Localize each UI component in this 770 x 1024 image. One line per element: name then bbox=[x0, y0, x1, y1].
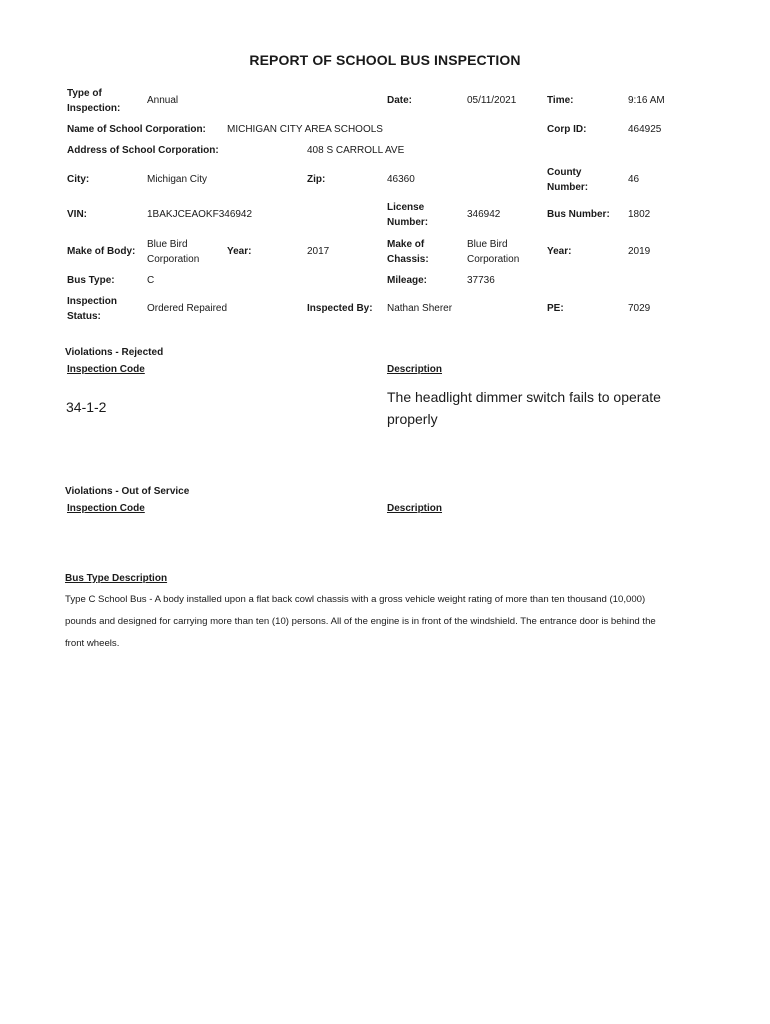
violations-rejected-heading: Violations - Rejected bbox=[65, 347, 164, 358]
label-line: Number: bbox=[547, 182, 589, 193]
label-line: Status: bbox=[67, 311, 101, 322]
description-line: front wheels. bbox=[65, 638, 120, 649]
make-of-body-label: Make of Body: bbox=[67, 246, 136, 257]
violation-code: 34-1-2 bbox=[66, 399, 107, 415]
inspected-by-value: Nathan Sherer bbox=[387, 303, 453, 314]
inspection-status-label bbox=[67, 294, 117, 324]
value-line: Corporation bbox=[147, 254, 200, 265]
value-line: Blue Bird bbox=[467, 239, 508, 250]
label-line: Type of bbox=[67, 88, 102, 99]
bus-type-description-text bbox=[65, 589, 715, 655]
make-of-chassis-value bbox=[467, 237, 519, 267]
rejected-desc-header: Description bbox=[387, 364, 443, 375]
mileage-label: Mileage: bbox=[387, 275, 428, 286]
rejected-code-header: Inspection Code bbox=[67, 364, 145, 375]
bus-type-value: C bbox=[147, 275, 155, 286]
type-of-inspection-label bbox=[67, 86, 120, 116]
vin-label: VIN: bbox=[67, 209, 87, 220]
bus-type-description-heading: Bus Type Description bbox=[65, 573, 168, 584]
label-line: License bbox=[387, 202, 425, 213]
body-year-label: Year: bbox=[227, 246, 252, 257]
pe-label: PE: bbox=[547, 303, 564, 314]
chassis-year-label: Year: bbox=[547, 246, 572, 257]
bus-number-value: 1802 bbox=[628, 209, 651, 220]
label-line: Number: bbox=[387, 217, 429, 228]
address-label: Address of School Corporation: bbox=[67, 145, 219, 156]
corp-id-value: 464925 bbox=[628, 124, 662, 135]
date-label: Date: bbox=[387, 95, 413, 106]
description-line: Type C School Bus - A body installed upon a flat back cowl chassis with a gross vehicle weight rating of more than ten thousand (10,000) bbox=[65, 594, 646, 605]
bus-number-label: Bus Number: bbox=[547, 209, 610, 220]
zip-value: 46360 bbox=[387, 174, 415, 185]
date-value: 05/11/2021 bbox=[467, 95, 517, 106]
value-line: Blue Bird bbox=[147, 239, 188, 250]
city-label: City: bbox=[67, 174, 90, 185]
label-line: Inspection bbox=[67, 296, 118, 307]
city-value: Michigan City bbox=[147, 174, 208, 185]
make-of-body-value bbox=[147, 237, 199, 267]
vin-value: 1BAKJCEAOKF346942 bbox=[147, 209, 253, 220]
time-label: Time: bbox=[547, 95, 574, 106]
description-line: pounds and designed for carrying more than ten (10) persons. All of the engine is in front of the windshield. The entrance door is behind the bbox=[65, 616, 656, 627]
value-line: Corporation bbox=[467, 254, 520, 265]
pe-value: 7029 bbox=[628, 303, 651, 314]
school-corporation-label: Name of School Corporation: bbox=[67, 124, 206, 135]
corp-id-label: Corp ID: bbox=[547, 124, 587, 135]
type-of-inspection-value: Annual bbox=[147, 95, 179, 106]
description-line: The headlight dimmer switch fails to operate bbox=[387, 389, 661, 405]
license-number-value: 346942 bbox=[467, 209, 501, 220]
body-year-value: 2017 bbox=[307, 246, 330, 257]
county-number-value: 46 bbox=[628, 174, 640, 185]
bus-type-label: Bus Type: bbox=[67, 275, 115, 286]
inspection-status-value: Ordered Repaired bbox=[147, 303, 228, 314]
school-corporation-value: MICHIGAN CITY AREA SCHOOLS bbox=[227, 124, 383, 135]
report-title: REPORT OF SCHOOL BUS INSPECTION bbox=[249, 52, 521, 68]
out-of-service-code-header: Inspection Code bbox=[67, 503, 145, 514]
mileage-value: 37736 bbox=[467, 275, 495, 286]
address-value: 408 S CARROLL AVE bbox=[307, 145, 405, 156]
label-line: Chassis: bbox=[387, 254, 429, 265]
label-line: Make of bbox=[387, 239, 425, 250]
time-value: 9:16 AM bbox=[628, 95, 665, 106]
violation-description bbox=[387, 386, 661, 430]
zip-label: Zip: bbox=[307, 174, 326, 185]
county-number-label bbox=[547, 165, 588, 195]
label-line: County bbox=[547, 167, 582, 178]
inspected-by-label: Inspected By: bbox=[307, 303, 373, 314]
chassis-year-value: 2019 bbox=[628, 246, 651, 257]
make-of-chassis-label bbox=[387, 237, 429, 267]
out-of-service-desc-header: Description bbox=[387, 503, 443, 514]
description-line: properly bbox=[387, 411, 438, 427]
violations-out-of-service-heading: Violations - Out of Service bbox=[65, 486, 190, 497]
label-line: Inspection: bbox=[67, 103, 121, 114]
license-number-label bbox=[387, 200, 428, 230]
